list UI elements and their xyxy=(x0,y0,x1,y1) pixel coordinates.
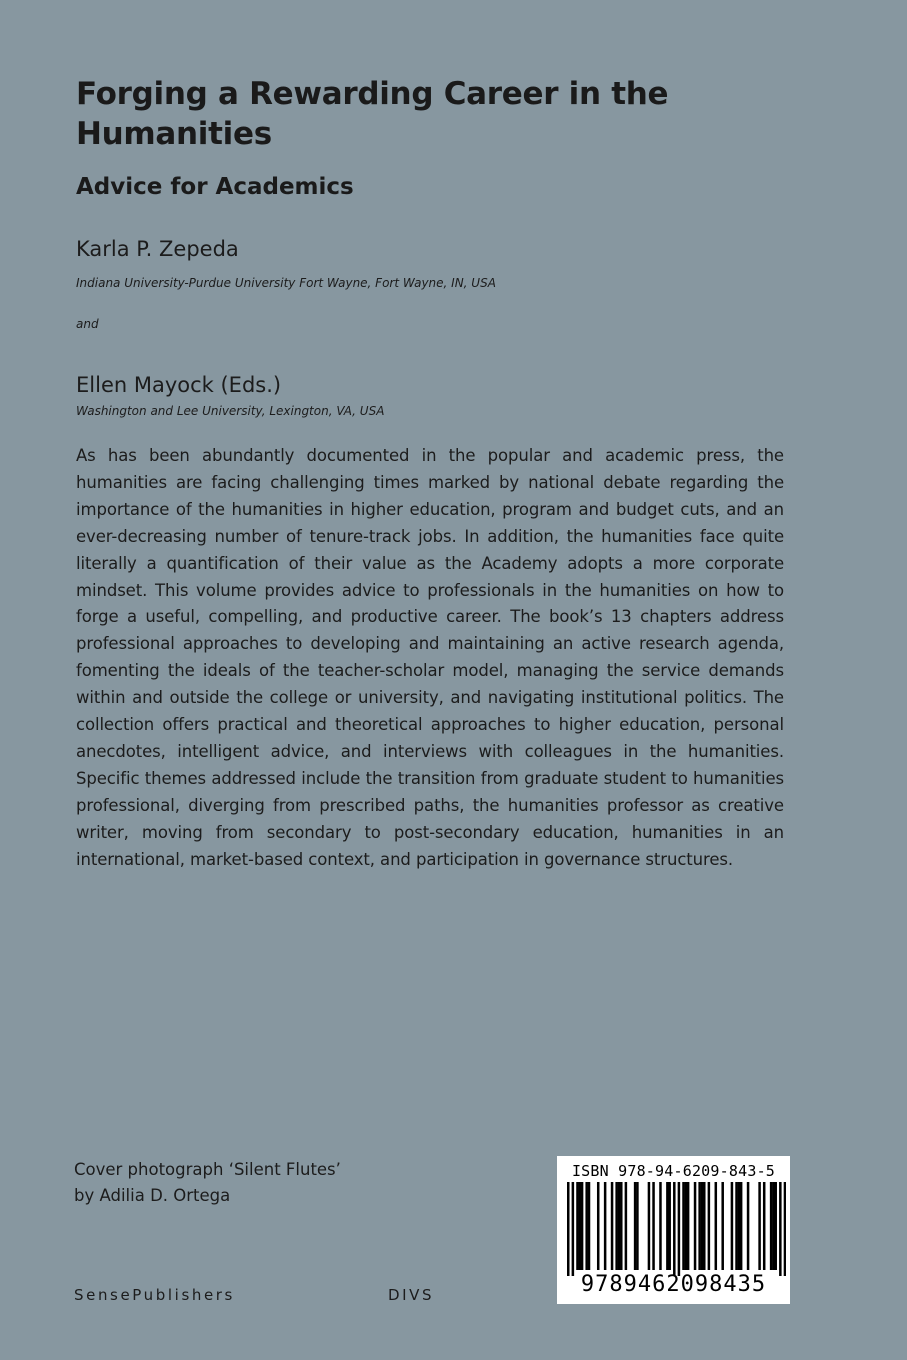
barcode-bar xyxy=(682,1182,685,1270)
barcode-bar xyxy=(678,1182,681,1276)
book-subtitle: Advice for Academics xyxy=(76,174,354,200)
barcode-bar xyxy=(687,1182,690,1270)
barcode-bar xyxy=(588,1182,591,1270)
editor-name-2: Ellen Mayock (Eds.) xyxy=(76,373,282,397)
barcode-bar xyxy=(703,1182,706,1270)
barcode-bar xyxy=(648,1182,651,1270)
barcode-bar xyxy=(615,1182,618,1270)
cover-credit-line-1: Cover photograph ‘Silent Flutes’ xyxy=(74,1160,341,1179)
cover-credit-line-2: by Adilia D. Ortega xyxy=(74,1186,231,1205)
barcode-bar xyxy=(770,1182,773,1270)
barcode-bar xyxy=(666,1182,669,1270)
barcode-bar xyxy=(572,1182,575,1276)
barcode-bar xyxy=(747,1182,750,1270)
barcode-bars xyxy=(567,1182,786,1276)
barcode-bar xyxy=(625,1182,628,1270)
book-description: As has been abundantly documented in the popular and academic press, the humanities are facing challenging times marked by national debate regarding the importance of the humanities in higher education, program and budget cuts, and an ever-decreasing number of tenure-track jobs. In addition, the humanities face quite literally a quantification of their value as the Academy adopts a more corporate mindset. This volume provides advice to professionals in the humanities on how to forge a useful, compelling, and productive career. The book’s 13 chapters address professional approaches to developing and maintaining an active research agenda, fomenting the ideals of the teacher-scholar model, managing the service demands within and outside the college or university, and navigating institutional politics. The collection offers practical and theoretical approaches to higher education, personal anecdotes, intelligent advice, and interviews with colleagues in the humanities. Specific themes addressed include the transition from graduate student to humanities professional, diverging from prescribed paths, the humanities professor as creative writer, moving from secondary to post-secondary education, humanities in an international, market-based context, and participation in governance structures. xyxy=(76,446,784,869)
barcode-bar xyxy=(708,1182,711,1270)
barcode-bar xyxy=(618,1182,621,1270)
barcode-bar xyxy=(758,1182,761,1270)
barcode-bar xyxy=(698,1182,701,1270)
barcode-bar xyxy=(740,1182,743,1270)
series-name: DIVS xyxy=(388,1286,435,1304)
ean-digits: 9789462098435 xyxy=(580,1272,767,1297)
barcode-bar xyxy=(636,1182,639,1270)
publisher-name: SensePublishers xyxy=(74,1286,235,1304)
barcode-bar xyxy=(652,1182,655,1270)
editor-affiliation-2: Washington and Lee University, Lexington, VA, USA xyxy=(76,404,385,418)
barcode-bar xyxy=(581,1182,584,1270)
barcode-bar xyxy=(694,1182,697,1270)
barcode-bar xyxy=(659,1182,662,1270)
barcode-bar xyxy=(604,1182,607,1270)
book-title: Forging a Rewarding Career in the Humanities xyxy=(76,76,669,152)
barcode-bar xyxy=(772,1182,775,1270)
barcode-bar xyxy=(774,1182,777,1270)
editor-affiliation-1: Indiana University-Purdue University Fort Wayne, Fort Wayne, IN, USA xyxy=(76,276,496,290)
barcode-bar xyxy=(715,1182,718,1270)
barcode-bar xyxy=(634,1182,637,1270)
barcode-bar xyxy=(685,1182,688,1270)
barcode-bar xyxy=(611,1182,614,1270)
isbn-barcode xyxy=(557,1156,790,1304)
barcode-bar xyxy=(779,1182,782,1276)
barcode-bar xyxy=(735,1182,738,1270)
barcode-bar xyxy=(597,1182,600,1270)
barcode-bar xyxy=(576,1182,579,1270)
barcode-bar xyxy=(784,1182,786,1276)
isbn-label: ISBN 978-94-6209-843-5 xyxy=(571,1162,776,1180)
barcode-bar xyxy=(567,1182,570,1276)
barcode-bar xyxy=(673,1182,676,1276)
barcode-bar xyxy=(668,1182,671,1270)
barcode-bar xyxy=(763,1182,766,1270)
conjunction: and xyxy=(76,317,99,331)
barcode-bar xyxy=(721,1182,724,1270)
barcode-bar xyxy=(585,1182,588,1270)
barcode-bar xyxy=(731,1182,734,1270)
barcode-bar xyxy=(701,1182,704,1270)
editor-name-1: Karla P. Zepeda xyxy=(76,237,239,261)
barcode-bar xyxy=(620,1182,623,1270)
cover-credit xyxy=(74,1157,341,1209)
barcode-bar xyxy=(579,1182,582,1270)
barcode-bar xyxy=(738,1182,741,1270)
